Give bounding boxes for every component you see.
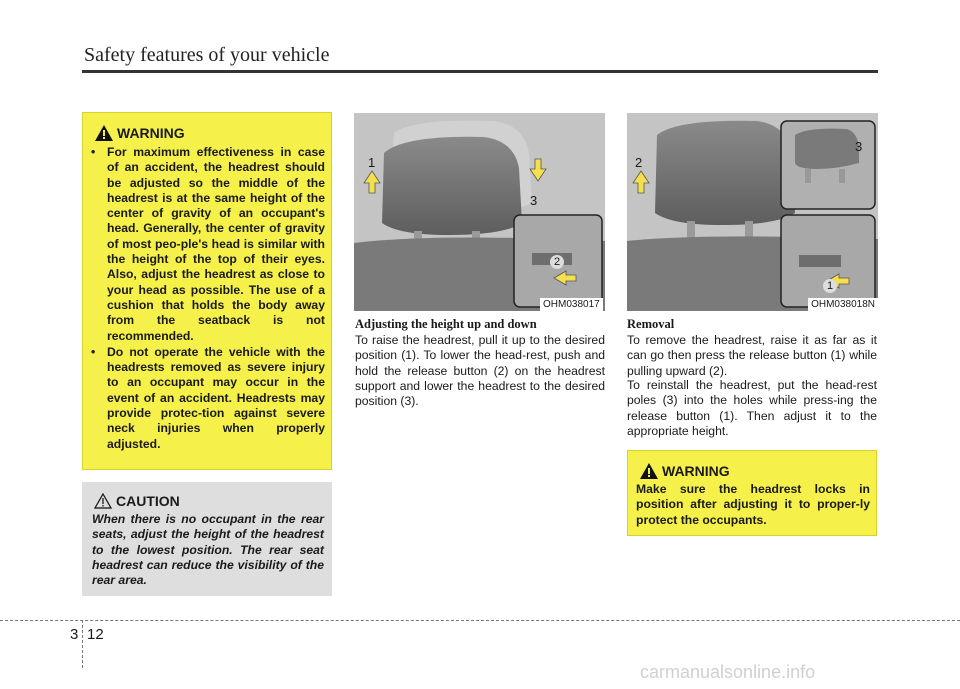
headrest-adjust-drawing <box>354 113 605 311</box>
warning-item-text: Do not operate the vehicle with the headrests removed as severe injury to an occupant may occur in the event of an accident. Headrests may provide protec-tion against severe neck injuries when properly adjusted. <box>107 344 325 451</box>
callout-3: 3 <box>855 139 863 154</box>
watermark: carmanualsonline.info <box>640 662 816 682</box>
page-number: 12 <box>87 626 104 643</box>
warning-triangle-icon <box>95 125 113 141</box>
adjust-heading: Adjusting the height up and down <box>355 317 537 331</box>
callout-1: 1 <box>368 155 376 170</box>
footer-divider <box>82 620 83 668</box>
removal-paragraph-1: To remove the headrest, raise it as far as it can go then press the release button (1) while pulling upward (2). <box>627 333 877 378</box>
callout-2: 2 <box>635 155 643 170</box>
warning-item: • For maximum effectiveness in case of an accident, the headrest should be adjusted so the middle of the headrest is at the same height of the center of gravity of an occupant's head. Generally, the center of gravity of most peo-ple's head is similar with the height of the top of their eyes. Also, adjust the headrest as close to your head as possible. The use of a cushion that holds the body away from the seatback is not recommended. <box>91 145 325 343</box>
warning-title: WARNING <box>662 463 730 479</box>
warning-title: WARNING <box>117 125 185 141</box>
caution-title: CAUTION <box>116 493 180 509</box>
warning-box <box>82 112 332 470</box>
figure-code: OHM038017 <box>540 298 603 311</box>
adjust-paragraph: To raise the headrest, pull it up to the desired position (1). To lower the head-rest, push and hold the release button (2) on the headrest support and lower the headrest to the desired position (3). <box>355 333 605 409</box>
footer-rule <box>0 620 960 621</box>
headrest-removal-illustration <box>627 113 878 311</box>
callout-1: 1 <box>823 279 837 293</box>
warning-triangle-icon <box>640 463 658 479</box>
warning-list <box>91 145 325 453</box>
removal-heading: Removal <box>627 317 675 331</box>
headrest-adjust-illustration <box>354 113 605 311</box>
callout-2: 2 <box>550 255 564 269</box>
chapter-number: 3 <box>70 626 79 643</box>
header-rule <box>82 70 878 73</box>
warning-item-text: For maximum effectiveness in case of an accident, the headrest should be adjusted so the middle of the headrest is at the same height of the center of gravity of an occupant's head. Generally, the center of gravity of most peo-ple's head is similar with the height of the top of their eyes. Also, adjust the headrest as close to your head as possible. The use of a cushion that holds the body away from the seatback is not recommended. <box>107 145 325 343</box>
caution-box <box>82 482 332 596</box>
caution-triangle-icon <box>94 493 112 509</box>
figure-code: OHM038018N <box>808 298 878 311</box>
caution-text: When there is no occupant in the rear seats, adjust the height of the headrest to the lowest position. The rear seat headrest can reduce the visibility of the rear area. <box>92 512 324 588</box>
page-header-title: Safety features of your vehicle <box>84 44 330 66</box>
removal-paragraph-2: To reinstall the headrest, put the head-rest poles (3) into the holes while press-ing the release button (1). Then adjust it to the appropriate height. <box>627 378 877 438</box>
headrest-removal-drawing <box>627 113 878 311</box>
warning-item: • Do not operate the vehicle with the headrests removed as severe injury to an occupant may occur in the event of an accident. Headrests may provide protec-tion against severe neck injuries when properly adjusted. <box>91 344 325 451</box>
warning-box-right <box>627 450 877 536</box>
warning-text: Make sure the headrest locks in position after adjusting it to proper-ly protect the occupants. <box>636 482 870 527</box>
callout-3: 3 <box>530 193 538 208</box>
